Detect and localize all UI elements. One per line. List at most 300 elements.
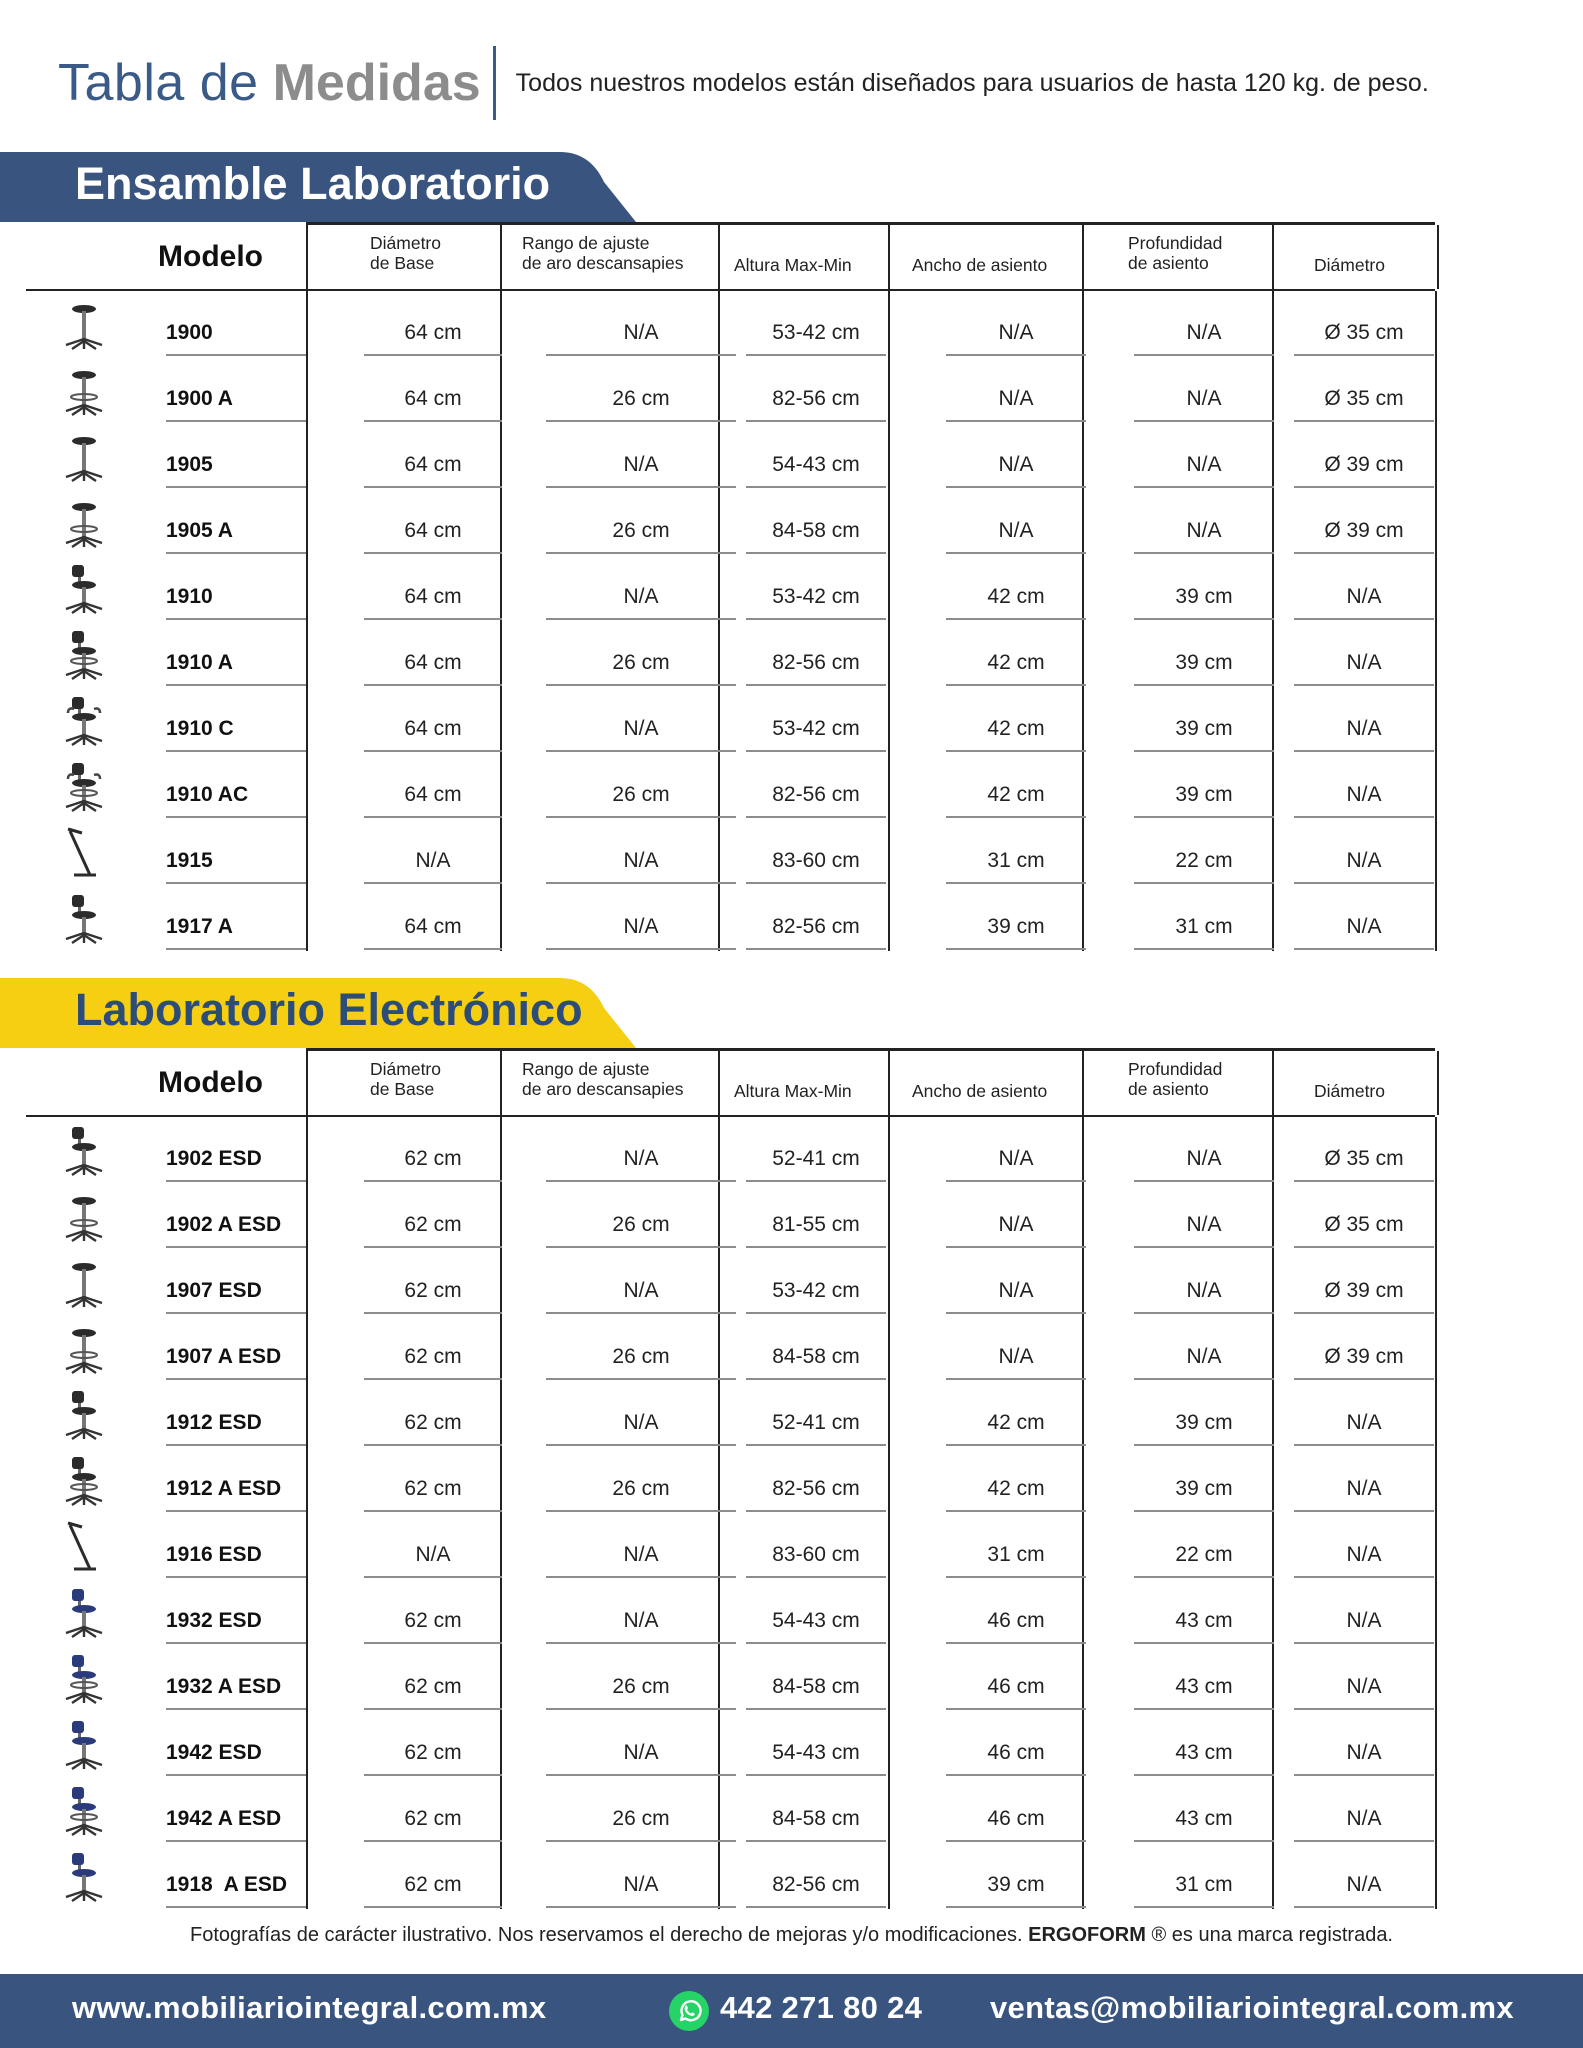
model-number: 1900 bbox=[166, 321, 213, 344]
chair-icon bbox=[60, 1715, 108, 1773]
cell-base: 62 cm bbox=[404, 1279, 462, 1302]
cell-ring: 26 cm bbox=[612, 1345, 670, 1368]
cell-underline bbox=[946, 750, 1086, 752]
cell-width: 42 cm bbox=[987, 717, 1045, 740]
cell-width: 39 cm bbox=[987, 915, 1045, 938]
cell-underline bbox=[364, 1246, 502, 1248]
model-underline bbox=[166, 1180, 306, 1182]
cell-width: 42 cm bbox=[987, 585, 1045, 608]
cell-base: 64 cm bbox=[404, 717, 462, 740]
cell-underline bbox=[1294, 1840, 1434, 1842]
header-diameter-line-1: Diámetro bbox=[1314, 255, 1385, 275]
header-base-diameter-label bbox=[370, 1059, 441, 1099]
cell-underline bbox=[746, 1312, 886, 1314]
section-title: Laboratorio Electrónico bbox=[75, 984, 583, 1035]
header-height-label bbox=[734, 255, 852, 275]
cell-underline bbox=[746, 1840, 886, 1842]
cell-underline bbox=[546, 948, 736, 950]
cell-height: 52-41 cm bbox=[772, 1147, 860, 1170]
chair-footring-icon bbox=[60, 625, 108, 683]
model-underline bbox=[166, 354, 306, 356]
cell-depth: N/A bbox=[1186, 321, 1222, 344]
chair-footring-icon bbox=[60, 1649, 108, 1707]
chair-icon bbox=[60, 559, 108, 617]
header-diameter bbox=[1272, 1051, 1439, 1115]
cell-underline bbox=[364, 486, 502, 488]
cell-ring: 26 cm bbox=[612, 1213, 670, 1236]
header-seat-width bbox=[888, 1051, 1084, 1115]
cell-diameter: N/A bbox=[1346, 1411, 1382, 1434]
header-seat-width-line-1: Ancho de asiento bbox=[912, 1081, 1048, 1101]
cell-underline bbox=[1134, 354, 1274, 356]
cell-underline bbox=[546, 486, 736, 488]
header-diameter-label bbox=[1314, 1081, 1385, 1101]
cell-depth: 39 cm bbox=[1175, 783, 1233, 806]
stool-footring-icon bbox=[60, 493, 108, 551]
armchair-icon bbox=[60, 691, 108, 749]
cell-underline bbox=[1294, 1642, 1434, 1644]
cell-diameter: Ø 39 cm bbox=[1324, 519, 1404, 542]
cell-underline bbox=[546, 1378, 736, 1380]
section-title: Ensamble Laboratorio bbox=[75, 158, 551, 209]
cell-base: 62 cm bbox=[404, 1147, 462, 1170]
model-number: 1907 ESD bbox=[166, 1279, 262, 1302]
cell-underline bbox=[546, 882, 736, 884]
cell-underline bbox=[946, 1312, 1086, 1314]
title-divider bbox=[493, 46, 496, 120]
cell-base: 62 cm bbox=[404, 1807, 462, 1830]
table-row bbox=[26, 753, 1436, 819]
sit-stand-icon bbox=[60, 1517, 108, 1575]
header-seat-depth bbox=[1082, 1051, 1274, 1115]
cell-height: 84-58 cm bbox=[772, 519, 860, 542]
model-number: 1902 ESD bbox=[166, 1147, 262, 1170]
cell-diameter: N/A bbox=[1346, 1873, 1382, 1896]
cell-underline bbox=[364, 1840, 502, 1842]
header-footring-range bbox=[500, 225, 720, 289]
cell-underline bbox=[546, 354, 736, 356]
cell-diameter: N/A bbox=[1346, 783, 1382, 806]
cell-underline bbox=[546, 1444, 736, 1446]
header-seat-depth bbox=[1082, 225, 1274, 289]
cell-underline bbox=[546, 618, 736, 620]
cell-underline bbox=[746, 552, 886, 554]
chair-footring-icon bbox=[60, 1451, 108, 1509]
cell-height: 82-56 cm bbox=[772, 915, 860, 938]
model-number: 1915 bbox=[166, 849, 213, 872]
saddle-chair-icon bbox=[60, 1847, 108, 1905]
cell-underline bbox=[546, 1180, 736, 1182]
cell-ring: 26 cm bbox=[612, 1477, 670, 1500]
table-row bbox=[26, 1447, 1436, 1513]
model-number: 1905 bbox=[166, 453, 213, 476]
cell-height: 83-60 cm bbox=[772, 849, 860, 872]
cell-height: 84-58 cm bbox=[772, 1675, 860, 1698]
section-band bbox=[0, 152, 640, 222]
cell-depth: 31 cm bbox=[1175, 1873, 1233, 1896]
cell-underline bbox=[1134, 750, 1274, 752]
cell-base: 64 cm bbox=[404, 915, 462, 938]
stool-footring-icon bbox=[60, 1187, 108, 1245]
cell-underline bbox=[364, 816, 502, 818]
cell-underline bbox=[1294, 1444, 1434, 1446]
cell-base: 62 cm bbox=[404, 1675, 462, 1698]
cell-height: 53-42 cm bbox=[772, 1279, 860, 1302]
header-seat-width-label bbox=[912, 1081, 1047, 1101]
table-row bbox=[26, 1777, 1436, 1843]
table-row bbox=[26, 357, 1436, 423]
cell-underline bbox=[546, 420, 736, 422]
cell-width: 46 cm bbox=[987, 1609, 1045, 1632]
table-row bbox=[26, 1183, 1436, 1249]
cell-underline bbox=[746, 1708, 886, 1710]
header-model-label: Modelo bbox=[158, 240, 263, 273]
cell-underline bbox=[364, 420, 502, 422]
cell-ring: 26 cm bbox=[612, 1675, 670, 1698]
footer-email-link[interactable]: ventas@mobiliariointegral.com.mx bbox=[990, 1990, 1514, 2025]
header-seat-depth-line-1: Profundidad bbox=[1128, 1059, 1223, 1079]
header-seat-depth-line-2: de asiento bbox=[1128, 253, 1209, 273]
cell-diameter: N/A bbox=[1346, 1477, 1382, 1500]
cell-base: 62 cm bbox=[404, 1477, 462, 1500]
table-row bbox=[26, 489, 1436, 555]
cell-diameter: N/A bbox=[1346, 1741, 1382, 1764]
cell-ring: 26 cm bbox=[612, 783, 670, 806]
cell-underline bbox=[1134, 1576, 1274, 1578]
cell-underline bbox=[364, 1708, 502, 1710]
saddle-chair-icon bbox=[60, 889, 108, 947]
cell-underline bbox=[364, 618, 502, 620]
cell-depth: 39 cm bbox=[1175, 717, 1233, 740]
stool-icon bbox=[60, 295, 108, 353]
table-row bbox=[26, 1579, 1436, 1645]
footer-website-link[interactable]: www.mobiliariointegral.com.mx bbox=[72, 1990, 547, 2025]
cell-width: 42 cm bbox=[987, 1411, 1045, 1434]
cell-ring: N/A bbox=[623, 321, 659, 344]
cell-width: N/A bbox=[998, 519, 1034, 542]
table-row bbox=[26, 819, 1436, 885]
model-underline bbox=[166, 816, 306, 818]
cell-width: N/A bbox=[998, 321, 1034, 344]
cell-height: 53-42 cm bbox=[772, 717, 860, 740]
cell-underline bbox=[1294, 750, 1434, 752]
header-seat-depth-label bbox=[1128, 1059, 1222, 1099]
header-seat-depth-label bbox=[1128, 233, 1222, 273]
cell-underline bbox=[1134, 1246, 1274, 1248]
cell-depth: 43 cm bbox=[1175, 1807, 1233, 1830]
cell-underline bbox=[1134, 882, 1274, 884]
sit-stand-icon bbox=[60, 823, 108, 881]
cell-underline bbox=[746, 1246, 886, 1248]
model-underline bbox=[166, 420, 306, 422]
cell-height: 82-56 cm bbox=[772, 1873, 860, 1896]
model-number: 1932 A ESD bbox=[166, 1675, 282, 1698]
header-footring-range-label bbox=[522, 233, 684, 273]
header-seat-width-label bbox=[912, 255, 1047, 275]
header-height-label bbox=[734, 1081, 852, 1101]
cell-underline bbox=[364, 882, 502, 884]
cell-depth: N/A bbox=[1186, 1345, 1222, 1368]
cell-ring: N/A bbox=[623, 717, 659, 740]
cell-underline bbox=[1134, 1642, 1274, 1644]
cell-ring: 26 cm bbox=[612, 387, 670, 410]
stool-icon bbox=[60, 427, 108, 485]
cell-ring: N/A bbox=[623, 585, 659, 608]
cell-underline bbox=[1294, 1510, 1434, 1512]
header-base-diameter-line-2: de Base bbox=[370, 1079, 435, 1099]
header-footring-range-line-1: Rango de ajuste bbox=[522, 1059, 650, 1079]
footer-bar bbox=[0, 1974, 1583, 2048]
cell-underline bbox=[746, 882, 886, 884]
cell-height: 82-56 cm bbox=[772, 783, 860, 806]
cell-depth: 39 cm bbox=[1175, 585, 1233, 608]
table-header bbox=[158, 222, 1435, 291]
cell-underline bbox=[946, 354, 1086, 356]
cell-ring: 26 cm bbox=[612, 1807, 670, 1830]
cell-depth: 39 cm bbox=[1175, 651, 1233, 674]
footnote-tail: ® es una marca registrada. bbox=[1145, 1924, 1393, 1946]
cell-width: 39 cm bbox=[987, 1873, 1045, 1896]
cell-depth: 43 cm bbox=[1175, 1675, 1233, 1698]
header-height bbox=[718, 225, 890, 289]
cell-underline bbox=[746, 1510, 886, 1512]
header-footring-range-line-2: de aro descansapies bbox=[522, 1079, 684, 1099]
cell-underline bbox=[946, 1444, 1086, 1446]
header-base-diameter-line-2: de Base bbox=[370, 253, 435, 273]
cell-underline bbox=[1134, 1444, 1274, 1446]
cell-underline bbox=[1294, 684, 1434, 686]
cell-underline bbox=[1294, 1774, 1434, 1776]
cell-width: N/A bbox=[998, 1213, 1034, 1236]
cell-depth: N/A bbox=[1186, 1213, 1222, 1236]
cell-underline bbox=[946, 1840, 1086, 1842]
header-height-line-1: Altura Max-Min bbox=[734, 255, 852, 275]
cell-underline bbox=[364, 354, 502, 356]
cell-ring: 26 cm bbox=[612, 651, 670, 674]
cell-underline bbox=[946, 1642, 1086, 1644]
cell-underline bbox=[1294, 948, 1434, 950]
footnote bbox=[0, 1924, 1583, 1947]
cell-height: 83-60 cm bbox=[772, 1543, 860, 1566]
cell-underline bbox=[946, 1378, 1086, 1380]
cell-underline bbox=[946, 684, 1086, 686]
cell-depth: N/A bbox=[1186, 519, 1222, 542]
model-underline bbox=[166, 1246, 306, 1248]
cell-base: 64 cm bbox=[404, 585, 462, 608]
cell-depth: 43 cm bbox=[1175, 1609, 1233, 1632]
cell-base: 64 cm bbox=[404, 453, 462, 476]
cell-ring: N/A bbox=[623, 849, 659, 872]
header-height-line-1: Altura Max-Min bbox=[734, 1081, 852, 1101]
cell-ring: N/A bbox=[623, 1543, 659, 1566]
cell-underline bbox=[546, 750, 736, 752]
cell-base: 62 cm bbox=[404, 1741, 462, 1764]
header-model-cell bbox=[26, 225, 306, 291]
cell-underline bbox=[946, 1246, 1086, 1248]
cell-ring: 26 cm bbox=[612, 519, 670, 542]
cell-underline bbox=[746, 486, 886, 488]
cell-underline bbox=[1134, 1378, 1274, 1380]
cell-underline bbox=[546, 816, 736, 818]
cell-base: 64 cm bbox=[404, 651, 462, 674]
cell-underline bbox=[1134, 552, 1274, 554]
header-base-diameter bbox=[306, 1051, 502, 1115]
chair-footring-icon bbox=[60, 1781, 108, 1839]
cell-underline bbox=[1134, 948, 1274, 950]
table-row bbox=[26, 1711, 1436, 1777]
model-underline bbox=[166, 1576, 306, 1578]
header-footring-range-label bbox=[522, 1059, 684, 1099]
cell-underline bbox=[364, 948, 502, 950]
cell-underline bbox=[746, 618, 886, 620]
model-underline bbox=[166, 552, 306, 554]
cell-underline bbox=[946, 1180, 1086, 1182]
cell-height: 82-56 cm bbox=[772, 651, 860, 674]
cell-underline bbox=[746, 1378, 886, 1380]
cell-underline bbox=[364, 1576, 502, 1578]
cell-base: 62 cm bbox=[404, 1873, 462, 1896]
cell-diameter: N/A bbox=[1346, 849, 1382, 872]
model-number: 1912 ESD bbox=[166, 1411, 262, 1434]
table-row bbox=[26, 1315, 1436, 1381]
cell-underline bbox=[946, 948, 1086, 950]
model-underline bbox=[166, 1378, 306, 1380]
model-number: 1942 ESD bbox=[166, 1741, 262, 1764]
cell-diameter: Ø 35 cm bbox=[1324, 387, 1404, 410]
cell-height: 54-43 cm bbox=[772, 453, 860, 476]
whatsapp-icon bbox=[669, 1991, 709, 2031]
cell-underline bbox=[746, 750, 886, 752]
cell-ring: N/A bbox=[623, 1147, 659, 1170]
cell-underline bbox=[1134, 420, 1274, 422]
cell-underline bbox=[546, 1246, 736, 1248]
cell-underline bbox=[364, 1180, 502, 1182]
model-number: 1918 A ESD bbox=[166, 1873, 288, 1896]
cell-underline bbox=[1134, 1774, 1274, 1776]
cell-underline bbox=[946, 552, 1086, 554]
cell-underline bbox=[546, 1642, 736, 1644]
cell-underline bbox=[946, 1576, 1086, 1578]
cell-underline bbox=[1134, 618, 1274, 620]
cell-underline bbox=[546, 552, 736, 554]
cell-underline bbox=[1134, 486, 1274, 488]
cell-height: 82-56 cm bbox=[772, 387, 860, 410]
cell-depth: 22 cm bbox=[1175, 1543, 1233, 1566]
cell-underline bbox=[1294, 618, 1434, 620]
cell-underline bbox=[1134, 684, 1274, 686]
cell-underline bbox=[546, 1312, 736, 1314]
cell-underline bbox=[946, 1774, 1086, 1776]
cell-underline bbox=[364, 1378, 502, 1380]
cell-underline bbox=[546, 1906, 736, 1908]
header-footring-range bbox=[500, 1051, 720, 1115]
cell-width: 42 cm bbox=[987, 783, 1045, 806]
cell-underline bbox=[1134, 816, 1274, 818]
model-underline bbox=[166, 1642, 306, 1644]
footer-phone[interactable]: 442 271 80 24 bbox=[720, 1990, 923, 2025]
cell-underline bbox=[946, 816, 1086, 818]
table-body bbox=[26, 1117, 1436, 1909]
model-number: 1910 C bbox=[166, 717, 234, 740]
cell-width: 42 cm bbox=[987, 651, 1045, 674]
cell-ring: N/A bbox=[623, 1873, 659, 1896]
cell-base: 62 cm bbox=[404, 1345, 462, 1368]
page-header bbox=[58, 40, 1429, 126]
model-number: 1902 A ESD bbox=[166, 1213, 282, 1236]
cell-depth: 39 cm bbox=[1175, 1411, 1233, 1434]
cell-underline bbox=[546, 1840, 736, 1842]
cell-underline bbox=[1294, 552, 1434, 554]
header-base-diameter-line-1: Diámetro bbox=[370, 233, 441, 253]
footnote-text: Fotografías de carácter ilustrativo. Nos reservamos el derecho de mejoras y/o modificaciones. bbox=[189, 1924, 1029, 1946]
cell-height: 84-58 cm bbox=[772, 1345, 860, 1368]
cell-underline bbox=[1134, 1906, 1274, 1908]
table-body bbox=[26, 291, 1436, 951]
table-row bbox=[26, 555, 1436, 621]
cell-diameter: N/A bbox=[1346, 585, 1382, 608]
cell-underline bbox=[946, 486, 1086, 488]
cell-underline bbox=[1134, 1708, 1274, 1710]
cell-depth: 22 cm bbox=[1175, 849, 1233, 872]
measurements-table bbox=[26, 1048, 1436, 1909]
cell-underline bbox=[1134, 1510, 1274, 1512]
cell-diameter: N/A bbox=[1346, 717, 1382, 740]
cell-underline bbox=[746, 354, 886, 356]
cell-ring: N/A bbox=[623, 1741, 659, 1764]
model-underline bbox=[166, 948, 306, 950]
header-diameter bbox=[1272, 225, 1439, 289]
page-subtitle: Todos nuestros modelos están diseñados para usuarios de hasta 120 kg. de peso. bbox=[515, 68, 1429, 97]
cell-underline bbox=[946, 1906, 1086, 1908]
cell-width: 46 cm bbox=[987, 1741, 1045, 1764]
cell-underline bbox=[1134, 1180, 1274, 1182]
cell-underline bbox=[546, 1510, 736, 1512]
cell-underline bbox=[1134, 1312, 1274, 1314]
model-number: 1910 AC bbox=[166, 783, 249, 806]
cell-height: 82-56 cm bbox=[772, 1477, 860, 1500]
cell-height: 53-42 cm bbox=[772, 585, 860, 608]
cell-base: 64 cm bbox=[404, 519, 462, 542]
cell-underline bbox=[1294, 882, 1434, 884]
model-underline bbox=[166, 882, 306, 884]
cell-underline bbox=[1134, 1840, 1274, 1842]
cell-width: 42 cm bbox=[987, 1477, 1045, 1500]
model-underline bbox=[166, 1444, 306, 1446]
cell-underline bbox=[364, 1642, 502, 1644]
cell-underline bbox=[364, 1510, 502, 1512]
cell-underline bbox=[746, 948, 886, 950]
cell-diameter: Ø 39 cm bbox=[1324, 1279, 1404, 1302]
cell-height: 52-41 cm bbox=[772, 1411, 860, 1434]
cell-width: N/A bbox=[998, 1279, 1034, 1302]
chair-icon bbox=[60, 1121, 108, 1179]
cell-underline bbox=[746, 1180, 886, 1182]
cell-underline bbox=[364, 684, 502, 686]
cell-underline bbox=[746, 684, 886, 686]
cell-underline bbox=[746, 1444, 886, 1446]
cell-base: 64 cm bbox=[404, 387, 462, 410]
model-number: 1900 A bbox=[166, 387, 233, 410]
cell-underline bbox=[1294, 354, 1434, 356]
cell-ring: N/A bbox=[623, 1411, 659, 1434]
table-row bbox=[26, 1381, 1436, 1447]
cell-underline bbox=[746, 1576, 886, 1578]
model-underline bbox=[166, 1840, 306, 1842]
model-underline bbox=[166, 1510, 306, 1512]
chair-icon bbox=[60, 1385, 108, 1443]
cell-width: 31 cm bbox=[987, 1543, 1045, 1566]
cell-diameter: Ø 35 cm bbox=[1324, 1213, 1404, 1236]
